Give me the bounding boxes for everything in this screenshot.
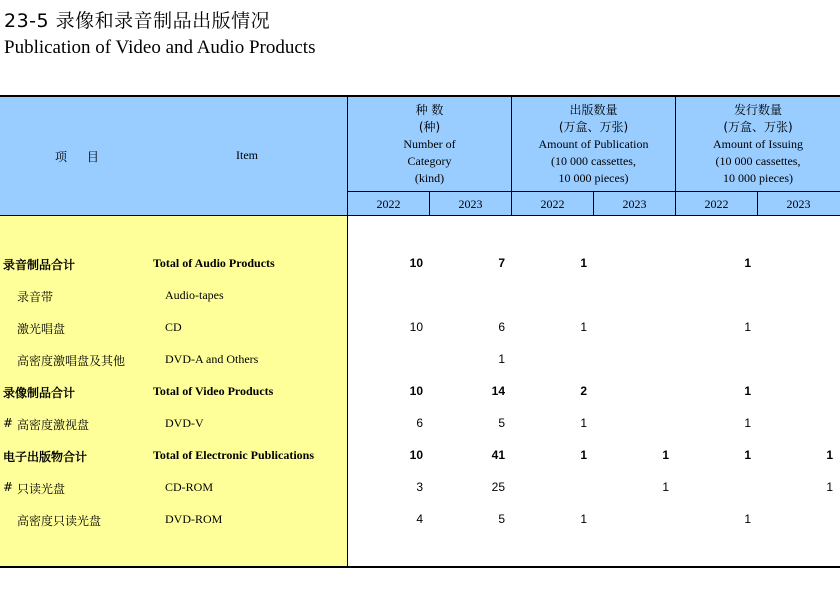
row-label-en: Total of Electronic Publications <box>153 448 315 462</box>
row-label-cn: 录音制品合计 <box>3 258 76 272</box>
table-row <box>0 416 840 436</box>
table-cell: 1 <box>744 256 751 270</box>
item-header-cn: 项 目 <box>55 150 107 164</box>
table-cell: 1 <box>826 448 833 462</box>
table-cell: 7 <box>498 256 505 270</box>
row-label-cn: 高密度激视盘 <box>17 418 90 432</box>
group-header-en: 10 000 pieces) <box>558 171 629 185</box>
table-cell: 3 <box>416 480 423 494</box>
row-mark: # <box>3 480 14 494</box>
table-cell: 41 <box>491 448 505 462</box>
group-header-category <box>348 102 511 187</box>
row-label-cn: 只读光盘 <box>17 482 66 496</box>
table-cell: 1 <box>498 352 505 366</box>
table-cell: 5 <box>498 512 505 526</box>
row-label-cn: 录像制品合计 <box>3 386 76 400</box>
group-header-unit: (种) <box>418 120 441 134</box>
group-header-unit: (万盒、万张) <box>558 120 629 134</box>
row-label-cn: 激光唱盘 <box>17 322 66 336</box>
row-label-en: DVD-ROM <box>165 512 223 526</box>
table-cell: 6 <box>498 320 505 334</box>
table-cell: 1 <box>826 480 833 494</box>
table-cell: 1 <box>662 448 669 462</box>
table-cell: 1 <box>580 416 587 430</box>
table-cell: 1 <box>744 416 751 430</box>
table-cell: 6 <box>416 416 423 430</box>
row-label-cn: 高密度只读光盘 <box>17 514 102 528</box>
group-header-cn: 发行数量 <box>733 103 782 117</box>
row-label-cn: 电子出版物合计 <box>3 450 88 464</box>
group-header-en: Amount of Publication <box>538 137 649 151</box>
row-label-en: DVD-V <box>165 416 204 430</box>
table-title-cn: 23-5 录像和录音制品出版情况 <box>4 10 271 32</box>
table-cell: 1 <box>580 320 587 334</box>
table-row <box>0 480 840 500</box>
table-row <box>0 256 840 276</box>
row-mark: # <box>3 416 14 430</box>
year-header: 2023 <box>786 197 811 211</box>
table-cell: 1 <box>580 256 587 270</box>
table-row <box>0 288 840 308</box>
table-cell: 25 <box>491 480 505 494</box>
row-label-en: Total of Audio Products <box>153 256 275 270</box>
group-header-cn: 种 数 <box>415 103 444 117</box>
item-header-en: Item <box>236 148 258 162</box>
table-cell: 14 <box>491 384 505 398</box>
header-divider <box>347 191 840 192</box>
table-cell: 5 <box>498 416 505 430</box>
group-header-en: (kind) <box>414 171 445 185</box>
group-header-en: 10 000 pieces) <box>723 171 793 185</box>
table-cell: 2 <box>580 384 587 398</box>
row-label-en: Audio-tapes <box>165 288 224 302</box>
table-cell: 1 <box>744 512 751 526</box>
row-label-cn: 录音带 <box>17 290 54 304</box>
table-cell: 10 <box>409 320 423 334</box>
group-header-issuing <box>676 102 840 187</box>
group-header-cn: 出版数量 <box>569 103 618 117</box>
group-header-en: Amount of Issuing <box>713 137 803 151</box>
table-row <box>0 448 840 468</box>
table-cell: 10 <box>409 448 423 462</box>
year-header: 2023 <box>622 197 647 211</box>
table-row <box>0 384 840 404</box>
table-row <box>0 320 840 340</box>
table-row <box>0 352 840 372</box>
table-cell: 1 <box>744 448 751 462</box>
group-header-publication <box>512 102 675 187</box>
group-header-unit: (万盒、万张) <box>723 120 793 134</box>
group-header-en: (10 000 cassettes, <box>715 154 801 168</box>
table-cell: 4 <box>416 512 423 526</box>
year-header: 2023 <box>458 197 483 211</box>
table-cell: 1 <box>744 384 751 398</box>
group-header-en: Number of <box>403 137 456 151</box>
table-title-en: Publication of Video and Audio Products <box>4 37 316 58</box>
table-cell: 1 <box>744 320 751 334</box>
row-label-en: DVD-A and Others <box>165 352 259 366</box>
group-header-en: Category <box>407 154 452 168</box>
table-cell: 1 <box>580 448 587 462</box>
group-header-en: (10 000 cassettes, <box>551 154 636 168</box>
row-label-en: CD-ROM <box>165 480 214 494</box>
year-header: 2022 <box>540 197 565 211</box>
table-cell: 10 <box>409 256 423 270</box>
table-cell: 1 <box>662 480 669 494</box>
bottom-rule <box>0 566 840 568</box>
table-cell: 10 <box>409 384 423 398</box>
year-header: 2022 <box>704 197 729 211</box>
row-label-en: Total of Video Products <box>153 384 274 398</box>
table-cell: 1 <box>580 512 587 526</box>
table-row <box>0 512 840 532</box>
row-label-en: CD <box>165 320 182 334</box>
year-header: 2022 <box>376 197 401 211</box>
row-label-cn: 高密度激唱盘及其他 <box>17 354 126 368</box>
